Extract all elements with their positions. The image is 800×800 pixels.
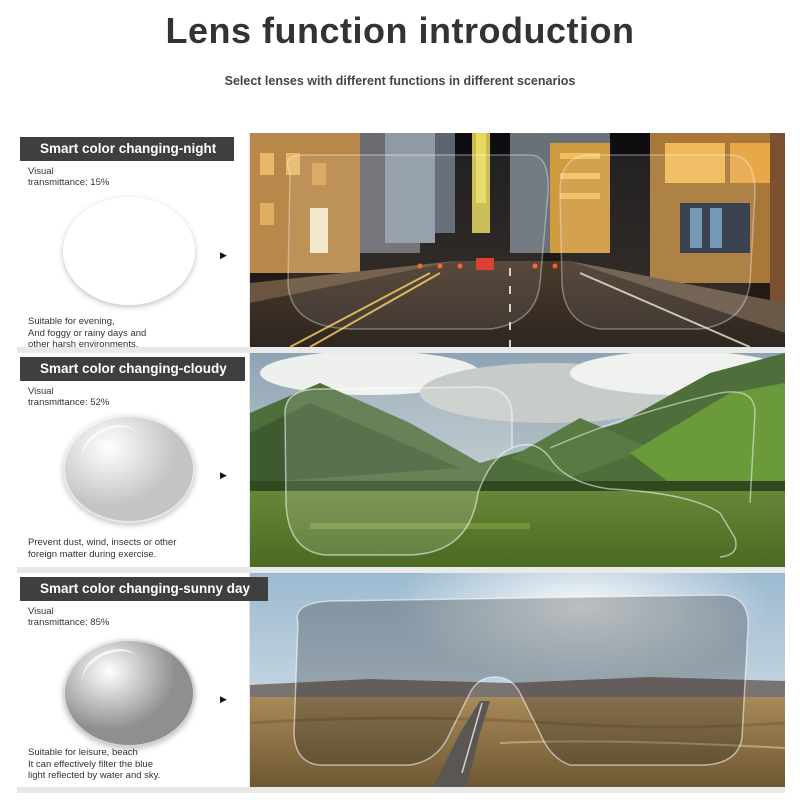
transmittance-label: Visual — [28, 166, 54, 177]
transmittance-value: transmittance: 52% — [28, 397, 110, 408]
panel-cloudy-description — [28, 537, 243, 560]
description-line: Prevent dust, wind, insects or other — [28, 537, 177, 548]
panel-night-info — [17, 133, 250, 350]
panel-sunny-description — [28, 747, 243, 782]
arrow-right-icon: ▶ — [220, 470, 227, 480]
light-grey-lens-image — [63, 415, 195, 523]
night-street-photo — [250, 133, 785, 347]
panel-cloudy-title: Smart color changing-cloudy — [20, 357, 245, 381]
transmittance-label: Visual — [28, 386, 54, 397]
panel-sunny-title: Smart color changing-sunny day — [20, 577, 268, 601]
panel-night — [17, 133, 785, 350]
description-line: Suitable for leisure, beach — [28, 747, 138, 758]
arrow-right-icon: ▶ — [220, 694, 227, 704]
lens-panels — [17, 133, 785, 793]
panel-night-description — [28, 316, 243, 351]
clear-lens-image — [63, 197, 195, 305]
description-line: other harsh environments. — [28, 339, 139, 350]
transmittance-label: Visual — [28, 606, 54, 617]
page-title: Lens function introduction — [165, 10, 635, 51]
dark-grey-lens-image — [63, 639, 195, 747]
description-line: Suitable for evening, — [28, 316, 115, 327]
panel-sunny — [17, 573, 785, 787]
description-line: It can effectively filter the blue — [28, 758, 153, 770]
transmittance-value: transmittance: 85% — [28, 617, 110, 628]
panel-sunny-info — [17, 573, 250, 787]
panel-cloudy — [17, 353, 785, 567]
description-line: And foggy or rainy days and — [28, 327, 147, 339]
mountain-valley-photo — [250, 353, 785, 567]
desert-road-photo — [250, 573, 785, 787]
panel-cloudy-info — [17, 353, 250, 567]
description-line: foreign matter during exercise. — [28, 548, 157, 560]
panel-night-title: Smart color changing-night — [20, 137, 234, 161]
arrow-right-icon: ▶ — [220, 250, 227, 260]
transmittance-value: transmittance: 15% — [28, 177, 110, 188]
page-subtitle: Select lenses with different functions in different scenarios — [224, 74, 576, 88]
description-line: light reflected by water and sky. — [28, 770, 161, 781]
